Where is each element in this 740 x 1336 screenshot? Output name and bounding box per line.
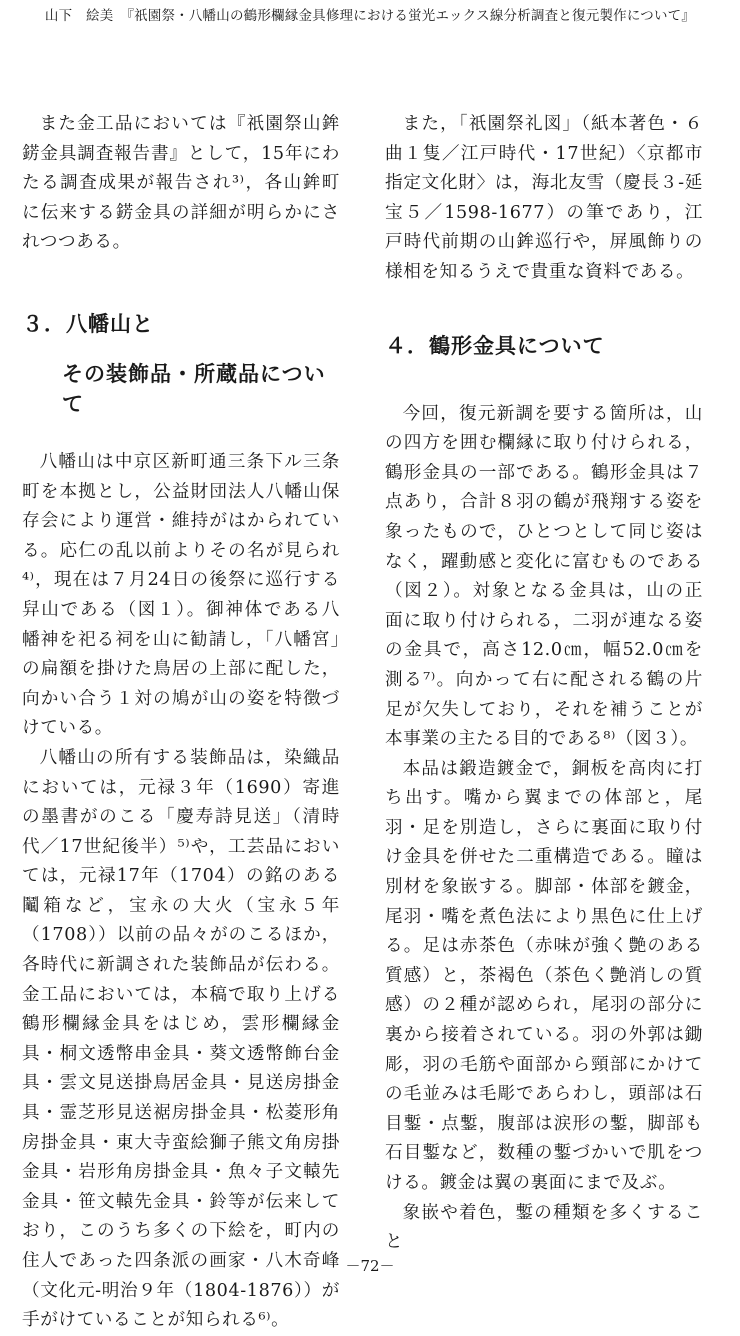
- page-number: －72－: [345, 1257, 395, 1275]
- right-column: [385, 110, 703, 1258]
- section-3-heading-line1: ３．八幡山と: [22, 310, 154, 336]
- section-3-heading-line2: その装飾品・所蔵品について: [62, 360, 326, 416]
- right-intro-paragraph: また，「祇園祭礼図」（紙本著色・６曲１隻／江戸時代・17世紀）〈京都市指定文化財〉は，海北友雪（慶長３-延宝５／1598-1677）の筆であり，江戸時代前期の山鉾巡行や，屏風飾りの様相を知るうえで貴重な資料である。: [385, 114, 703, 282]
- section-4-heading: ４．鶴形金具について: [385, 332, 605, 358]
- running-header: 山下 絵美 『祇園祭・八幡山の鶴形欄縁金具修理における蛍光エックス線分析調査と復元製作について』: [44, 8, 696, 24]
- section-3-paragraph-2: 八幡山の所有する装飾品は，染織品においては，元禄３年（1690）寄進の墨書がのこる「慶寿詩見送」（清時代／17世紀後半）⁵⁾や，工芸品においては，元禄17年（1704）の銘のある鬮箱など，宝永の大火（宝永５年（1708））以前の品々がのこるほか，各時代に新調された装飾品が伝わる。金工品においては，本稿で取り上げる鶴形欄縁金具をはじめ，雲形欄縁金具・桐文透幣串金具・葵文透幣飾台金具・雲文見送掛鳥居金具・見送房掛金具・霊芝形見送裾房掛金具・松菱形角房掛金具・東大寺蛮絵獅子熊文角房掛金具・岩形角房掛金具・魚々子文轅先金具・笹文轅先金具・鈴等が伝来しており，このうち多くの下絵を，町内の住人であった四条派の画家・八木奇峰（文化元-明治９年（1804-1876））が手がけていることが知られる⁶⁾。: [22, 747, 340, 1331]
- section-4-paragraph-1: 今回，復元新調を要する箇所は，山の四方を囲む欄縁に取り付けられる，鶴形金具の一部である。鶴形金具は７点あり，合計８羽の鶴が飛翔する姿を象ったもので，ひとつとして同じ姿はなく，躍動感と変化に富むものである（図２）。対象となる金具は，山の正面に取り付けられる，二羽が連なる姿の金具で，高さ12.0㎝，幅52.0㎝を測る⁷⁾。向かって右に配される鶴の片足が欠失しており，それを補うことが本事業の主たる目的である⁸⁾（図３）。: [385, 403, 703, 750]
- section-3-paragraph-1: 八幡山は中京区新町通三条下ル三条町を本拠とし，公益財団法人八幡山保存会により運営・維持がはかられている。応仁の乱以前よりその名が見られ⁴⁾，現在は７月24日の後祭に巡行する舁山である（図１）。御神体である八幡神を祀る祠を山に勧請し，「八幡宮」の扁額を掛けた鳥居の上部に配した，向かい合う１対の鳩が山の姿を特徴づけている。: [22, 451, 340, 739]
- section-4-paragraph-3: 象嵌や着色，鏨の種類を多くすること: [385, 1202, 703, 1253]
- section-4-paragraph-2: 本品は鍛造鍍金で，銅板を高肉に打ち出す。嘴から翼までの体部と，尾羽・足を別造し，さらに裏面に取り付け金具を併せた二重構造である。瞳は別材を象嵌する。脚部・体部を鍍金，尾羽・嘴を煮色法により黒色に仕上げる。足は赤茶色（赤味が強く艶のある質感）と，茶褐色（茶色く艶消しの質感）の２種が認められ，尾羽の部分に裏から接着されている。羽の外郭は鋤彫，羽の毛筋や面部から頸部にかけての毛並みは毛彫であらわし，頭部は石目鏨・点鏨，腹部は涙形の鏨，脚部も石目鏨など，数種の鏨づかいで肌をつける。鍍金は翼の裏面にまで及ぶ。: [385, 758, 703, 1193]
- left-intro-paragraph: また金工品においては『祇園祭山鉾錺金具調査報告書』として，15年にわたる調査成果が報告され³⁾，各山鉾町に伝来する錺金具の詳細が明らかにされつつある。: [22, 114, 340, 253]
- left-column: [22, 110, 340, 1336]
